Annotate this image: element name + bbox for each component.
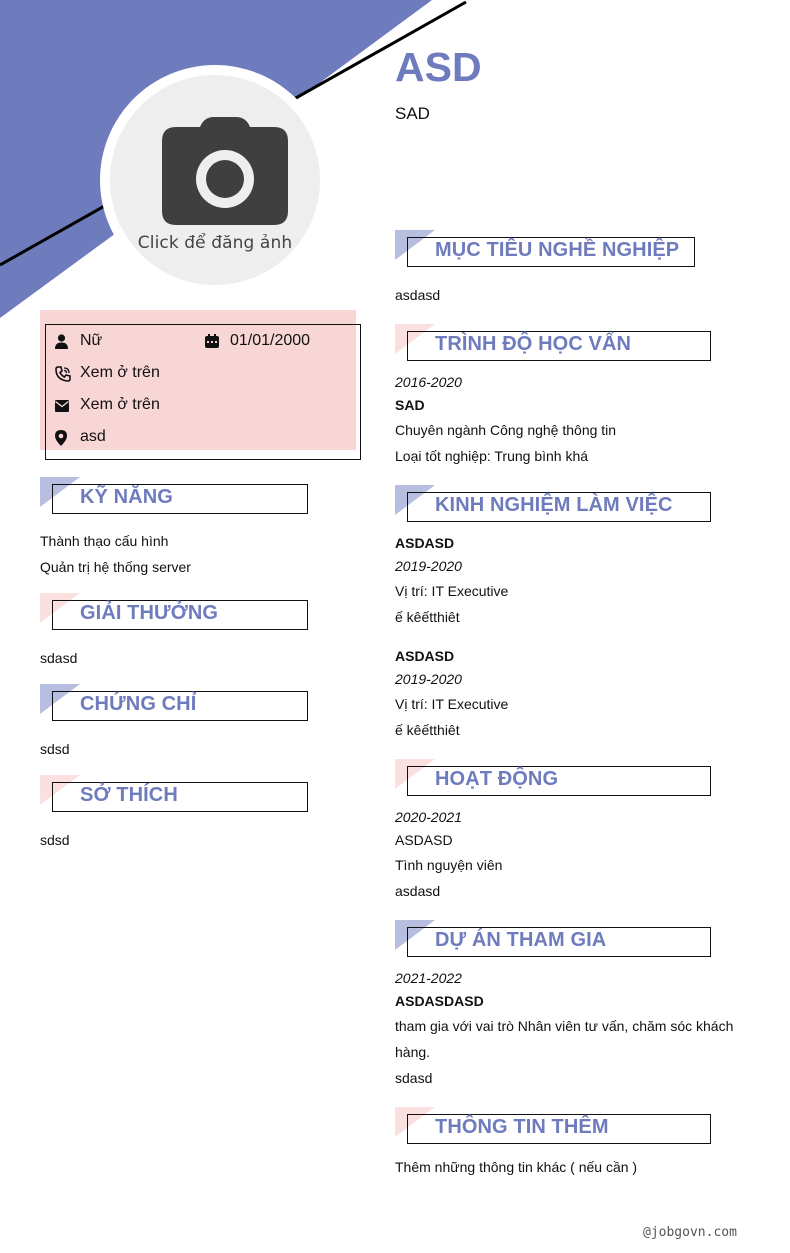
- job-position: Vị trí: IT Executive: [395, 696, 509, 712]
- section-experience-header: [395, 492, 711, 522]
- objective-text: asdasd: [395, 287, 441, 303]
- project-description-cont: hàng.: [395, 1044, 431, 1060]
- candidate-title: SAD: [395, 104, 430, 123]
- project-extra: sdasd: [395, 1070, 433, 1086]
- section-title: HOẠT ĐỘNG: [435, 768, 559, 790]
- skill-item: Thành thạo cấu hình: [40, 533, 169, 549]
- section-title: SỞ THÍCH: [80, 784, 178, 806]
- section-title: KINH NGHIỆM LÀM VIỆC: [435, 494, 673, 516]
- section-certificates-header: [40, 691, 310, 721]
- job-company: ASDASD: [395, 535, 455, 551]
- activity-period: 2020-2021: [395, 809, 462, 825]
- job-period: 2019-2020: [395, 558, 462, 574]
- email-value: Xem ở trên: [80, 396, 160, 413]
- activity-role: Tình nguyện viên: [395, 857, 503, 873]
- job-company: ASDASD: [395, 648, 455, 664]
- calendar-icon: [205, 334, 219, 348]
- section-skills-header: [40, 484, 310, 514]
- envelope-icon: [55, 400, 69, 412]
- section-title: KỸ NĂNG: [80, 486, 173, 508]
- section-awards-header: [40, 600, 310, 630]
- section-title: MỤC TIÊU NGHỀ NGHIỆP: [435, 239, 680, 261]
- job-position: Vị trí: IT Executive: [395, 583, 509, 599]
- address-value: asd: [80, 428, 106, 445]
- job-description: ế kêếtthiêt: [395, 722, 460, 738]
- education-period: 2016-2020: [395, 374, 462, 390]
- photo-upload-label[interactable]: Click để đăng ảnh: [137, 233, 293, 253]
- project-name: ASDASDASD: [395, 993, 484, 1009]
- awards-text: sdasd: [40, 650, 78, 666]
- education-grade: Loại tốt nghiệp: Trung bình khá: [395, 448, 589, 464]
- section-title: GIẢI THƯỞNG: [80, 602, 219, 624]
- section-title: TRÌNH ĐỘ HỌC VẤN: [435, 333, 632, 355]
- project-description: tham gia với vai trò Nhân viên tư vấn, chăm sóc khách: [395, 1018, 734, 1034]
- job-period: 2019-2020: [395, 671, 462, 687]
- phone-value: Xem ở trên: [80, 364, 160, 381]
- education-school: SAD: [395, 397, 425, 413]
- photo-upload[interactable]: [100, 65, 330, 295]
- activity-org: ASDASD: [395, 832, 453, 848]
- section-additional-header: [395, 1114, 711, 1144]
- birthday-value: 01/01/2000: [230, 332, 311, 349]
- camera-icon: [162, 115, 288, 225]
- section-title: THÔNG TIN THÊM: [435, 1116, 609, 1138]
- section-hobbies-header: [40, 782, 310, 812]
- education-major: Chuyên ngành Công nghệ thông tin: [395, 422, 617, 438]
- section-title: DỰ ÁN THAM GIA: [435, 929, 607, 951]
- additional-text: Thêm những thông tin khác ( nếu cần ): [395, 1159, 638, 1175]
- certificates-text: sdsd: [40, 741, 70, 757]
- gender-value: Nữ: [80, 332, 103, 349]
- section-objective-header: [395, 237, 695, 267]
- person-icon: [55, 334, 68, 349]
- section-title: CHỨNG CHỈ: [80, 693, 197, 715]
- section-projects-header: [395, 927, 711, 957]
- location-pin-icon: [55, 430, 67, 446]
- photo-placeholder[interactable]: [110, 75, 320, 285]
- section-activities-header: [395, 766, 711, 796]
- activity-description: asdasd: [395, 883, 441, 899]
- skill-item: Quản trị hệ thống server: [40, 559, 191, 575]
- brand-watermark: @jobgovn.com: [643, 1225, 737, 1240]
- project-period: 2021-2022: [395, 970, 462, 986]
- job-description: ế kêếtthiêt: [395, 609, 460, 625]
- section-education-header: [395, 331, 711, 361]
- candidate-name: ASD: [395, 44, 482, 90]
- phone-icon: [55, 366, 71, 382]
- hobbies-text: sdsd: [40, 832, 70, 848]
